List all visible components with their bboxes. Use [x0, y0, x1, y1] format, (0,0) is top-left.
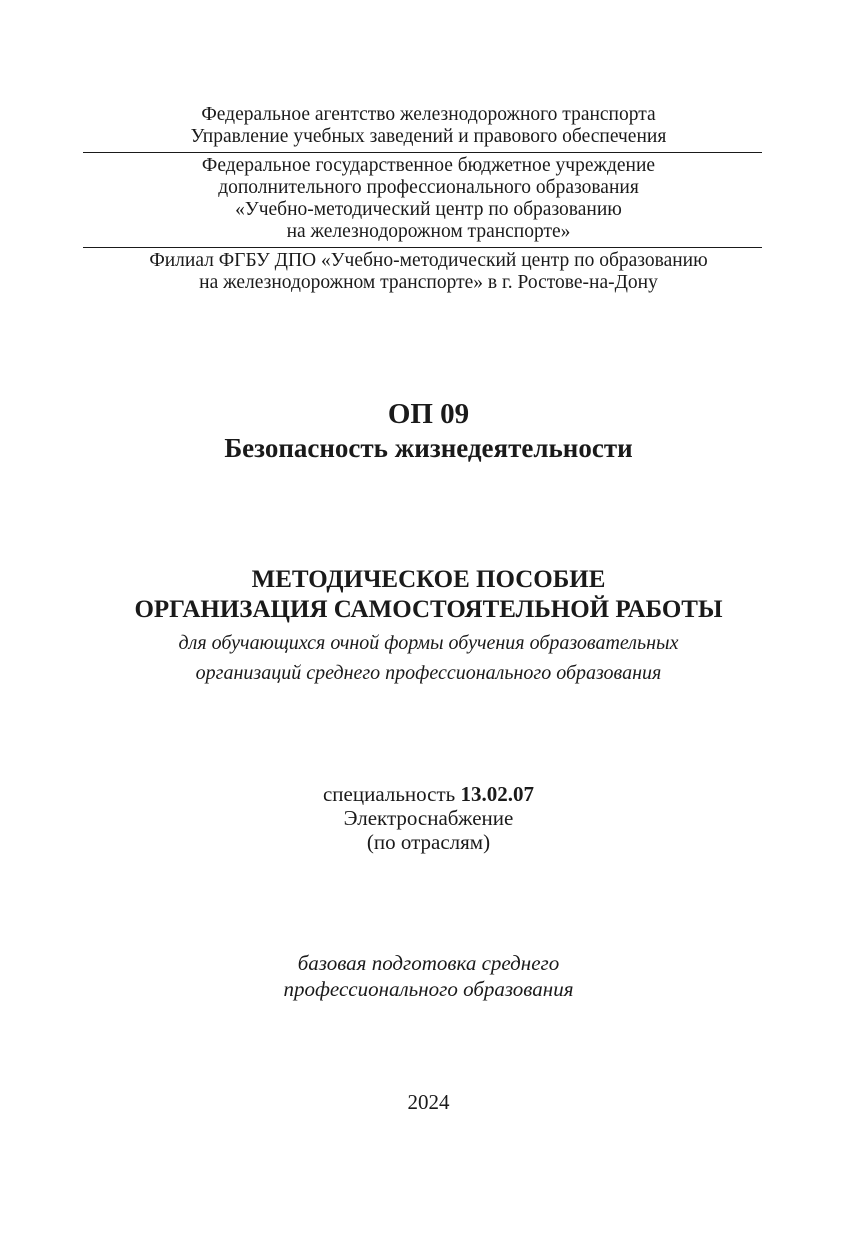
branch-block: [0, 250, 857, 294]
agency-line: Управление учебных заведений и правового обеспечения: [190, 126, 667, 147]
audience-line: организаций среднего профессионального образования: [195, 662, 662, 684]
level-line: базовая подготовка среднего: [297, 951, 560, 975]
institution-block: [0, 155, 857, 243]
branch-line: Филиал ФГБУ ДПО «Учебно-методический центр по образованию: [149, 250, 708, 271]
level-block: [0, 950, 857, 1002]
specialty-block: [0, 782, 857, 854]
publication-year: 2024: [407, 1090, 450, 1114]
branch-line: на железнодорожном транспорте» в г. Ростове-на-Дону: [199, 272, 658, 293]
specialty-label: специальность: [322, 782, 456, 806]
document-type-line: ОРГАНИЗАЦИЯ САМОСТОЯТЕЛЬНОЙ РАБОТЫ: [134, 596, 723, 623]
specialty-name: Электроснабжение: [343, 806, 514, 830]
agency-block: [0, 104, 857, 148]
document-type-block: [0, 565, 857, 625]
specialty-line: [0, 782, 857, 806]
header-divider-top: [83, 152, 762, 153]
subject-name: Безопасность жизнедеятельности: [224, 433, 633, 463]
document-type-line: МЕТОДИЧЕСКОЕ ПОСОБИЕ: [251, 566, 606, 593]
header-divider-bottom: [83, 247, 762, 248]
institution-line: дополнительного профессионального образования: [218, 177, 639, 198]
audience-line: для обучающихся очной формы обучения образовательных: [178, 632, 679, 654]
specialty-code: 13.02.07: [460, 782, 534, 806]
year-block: [0, 1090, 857, 1114]
level-line: профессионального образования: [283, 977, 574, 1001]
institution-line: Федеральное государственное бюджетное учреждение: [201, 155, 656, 176]
institution-line: на железнодорожном транспорте»: [286, 221, 571, 242]
agency-line: Федеральное агентство железнодорожного транспорта: [201, 104, 656, 125]
subject-code: ОП 09: [387, 398, 470, 430]
institution-line: «Учебно-методический центр по образованию: [235, 199, 622, 220]
audience-block: [0, 628, 857, 688]
specialty-note: (по отраслям): [366, 830, 491, 854]
subject-block: [0, 397, 857, 465]
